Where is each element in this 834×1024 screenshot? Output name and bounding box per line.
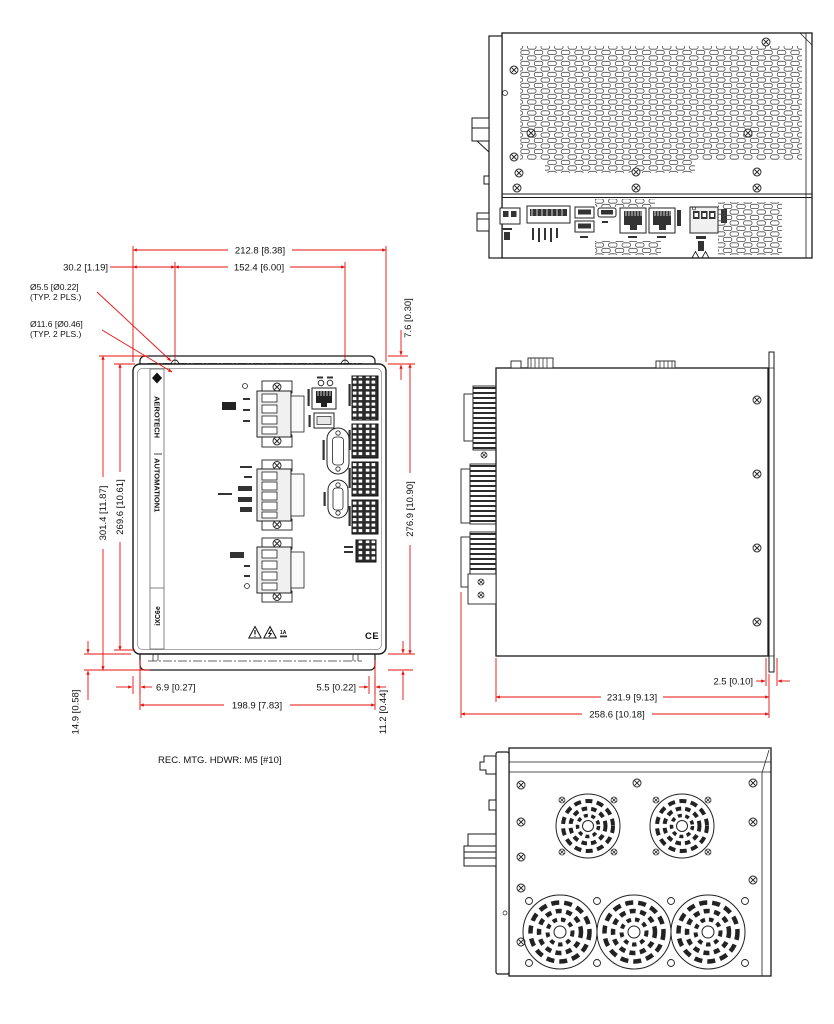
dim-height-inner: 269.6 [10.61]: [115, 479, 126, 535]
micro-label: [323, 440, 325, 460]
side-flange: [496, 752, 509, 974]
ethernet-port: [308, 388, 337, 409]
front-connectors-profile: [461, 386, 496, 604]
micro-label: [243, 398, 250, 400]
brand-text-primary: AEROTECH: [152, 396, 162, 439]
dim-bottom-flange: 11.2 [0.44]: [378, 689, 389, 735]
handle-bracket: [472, 118, 489, 231]
micro-label: [349, 384, 351, 406]
dim-foot-height: 14.9 [0.58]: [70, 689, 82, 735]
callout-small-hole: Ø5.5 [Ø0.22]: [30, 282, 79, 292]
top-edge-connectors: [511, 358, 675, 368]
callout-small-hole-note: (TYP. 2 PLS.): [30, 292, 82, 302]
mounting-note: REC. MTG. HDWR: M5 [#10]: [158, 755, 282, 766]
micro-label: [238, 486, 252, 491]
micro-label: [308, 389, 310, 406]
side-flange: [489, 36, 502, 258]
brand-strip: [150, 369, 164, 649]
dim-foot-offset-right: 5.5 [0.22]: [316, 682, 356, 694]
dim-foot-span: 198.9 [7.83]: [231, 700, 283, 712]
dim-flange-height: 7.6 [0.30]: [403, 298, 414, 338]
brand-text-secondary: AUTOMATION1: [152, 458, 162, 513]
micro-label: [349, 506, 351, 526]
micro-label: [344, 551, 353, 553]
micro-label: [222, 402, 236, 410]
ce-mark: CE: [365, 631, 380, 642]
micro-label: [244, 565, 250, 567]
micro-label: [349, 468, 351, 488]
micro-label: [240, 466, 252, 468]
connector-comb: [470, 464, 496, 524]
current-rating-label: 1A: [280, 630, 287, 636]
micro-label: [240, 507, 252, 512]
dim-width-overall: 212.8 [8.38]: [234, 245, 286, 257]
micro-label: [280, 636, 287, 638]
vent-panel: [595, 241, 661, 255]
dim-height-panel: 276.9 [10.90]: [405, 481, 416, 537]
dim-depth-overall: 258.6 [10.18]: [589, 709, 645, 721]
front-view: [30, 245, 416, 767]
micro-label: [243, 420, 250, 422]
micro-label: [344, 546, 353, 548]
connector-comb: [470, 532, 496, 574]
ethernet-port-b: [649, 208, 675, 238]
micro-label: [349, 430, 351, 450]
vent-panel: [718, 202, 782, 255]
dim-foot-offset-left: 6.9 [0.27]: [156, 682, 196, 694]
micro-label: [244, 575, 250, 577]
micro-label: [677, 210, 681, 226]
vent-panel: [520, 46, 802, 160]
micro-label: [230, 552, 244, 558]
dim-depth-body: 231.9 [9.13]: [606, 692, 658, 704]
dim-height-overall: 301.4 [11.87]: [98, 485, 109, 541]
vent-panel: [545, 160, 695, 173]
side-view: [461, 352, 790, 721]
micro-label: [309, 415, 311, 427]
dim-slot-offset: 30.2 [1.19]: [63, 262, 108, 274]
connector-comb: [473, 386, 496, 450]
micro-label: [243, 409, 250, 411]
callout-large-hole-note: (TYP. 2 PLS.): [30, 329, 82, 339]
micro-label: [238, 497, 252, 502]
rear-flange: [769, 352, 774, 672]
dim-slot-spacing: 152.4 [6.00]: [233, 262, 285, 274]
rear-view: [464, 748, 771, 976]
micro-label: [324, 492, 326, 506]
dim-flange-thickness: 2.5 [0.10]: [713, 676, 753, 688]
micro-label: [244, 476, 252, 478]
model-label: iXC6e: [155, 606, 162, 626]
top-view: [472, 33, 812, 258]
callout-large-hole: Ø11.6 [Ø0.46]: [30, 319, 83, 329]
micro-label: [218, 493, 232, 495]
ethernet-port-a: [620, 208, 646, 238]
